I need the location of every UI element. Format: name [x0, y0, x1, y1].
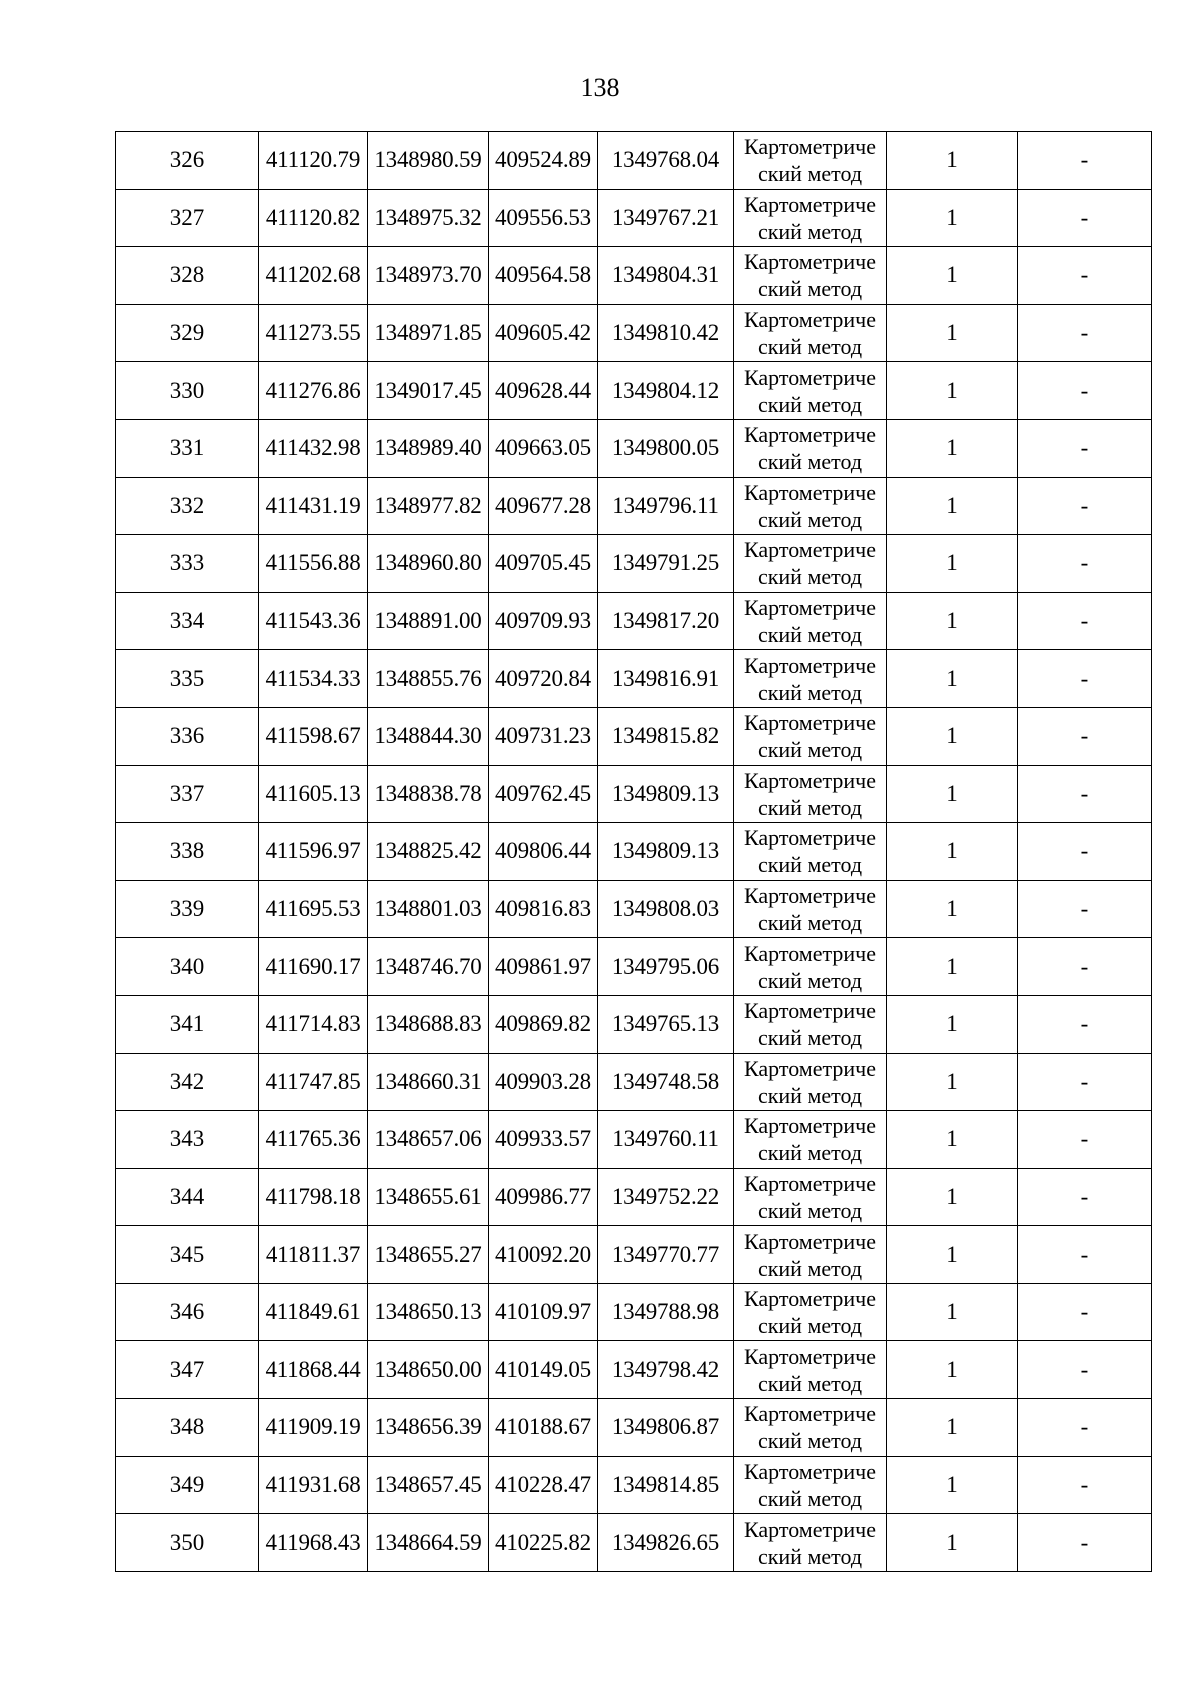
note-cell: -	[1018, 823, 1152, 881]
coord-x2-cell: 409524.89	[489, 132, 598, 190]
note-cell: -	[1018, 650, 1152, 708]
note-cell: -	[1018, 535, 1152, 593]
coord-y1-cell: 1348650.13	[368, 1283, 489, 1341]
table-row	[116, 823, 1152, 881]
method-cell: Картометриче ский метод	[734, 1514, 887, 1572]
coord-y2-cell: 1349767.21	[598, 189, 734, 247]
coord-x1-cell: 411276.86	[259, 362, 368, 420]
table-row	[116, 1053, 1152, 1111]
coord-y2-cell: 1349795.06	[598, 938, 734, 996]
point-number-cell: 330	[116, 362, 259, 420]
coord-y1-cell: 1348971.85	[368, 304, 489, 362]
coord-x1-cell: 411690.17	[259, 938, 368, 996]
method-cell: Картометриче ский метод	[734, 132, 887, 190]
point-number-cell: 337	[116, 765, 259, 823]
table-row	[116, 1399, 1152, 1457]
coord-y2-cell: 1349809.13	[598, 823, 734, 881]
point-number-cell: 329	[116, 304, 259, 362]
note-cell: -	[1018, 1283, 1152, 1341]
note-cell: -	[1018, 1168, 1152, 1226]
note-cell: -	[1018, 707, 1152, 765]
coord-y2-cell: 1349752.22	[598, 1168, 734, 1226]
accuracy-cell: 1	[887, 247, 1018, 305]
accuracy-cell: 1	[887, 707, 1018, 765]
table-row	[116, 304, 1152, 362]
coord-x1-cell: 411120.82	[259, 189, 368, 247]
coord-x2-cell: 409628.44	[489, 362, 598, 420]
coord-y1-cell: 1348975.32	[368, 189, 489, 247]
coord-x1-cell: 411120.79	[259, 132, 368, 190]
coord-y2-cell: 1349770.77	[598, 1226, 734, 1284]
table-row	[116, 1341, 1152, 1399]
accuracy-cell: 1	[887, 1514, 1018, 1572]
coord-y1-cell: 1348650.00	[368, 1341, 489, 1399]
table-row	[116, 1514, 1152, 1572]
note-cell: -	[1018, 132, 1152, 190]
coord-y2-cell: 1349804.31	[598, 247, 734, 305]
coord-x2-cell: 410228.47	[489, 1456, 598, 1514]
accuracy-cell: 1	[887, 1283, 1018, 1341]
note-cell: -	[1018, 995, 1152, 1053]
accuracy-cell: 1	[887, 1111, 1018, 1169]
coord-x2-cell: 409556.53	[489, 189, 598, 247]
accuracy-cell: 1	[887, 938, 1018, 996]
point-number-cell: 345	[116, 1226, 259, 1284]
coord-x1-cell: 411695.53	[259, 880, 368, 938]
coord-y2-cell: 1349748.58	[598, 1053, 734, 1111]
table-row	[116, 362, 1152, 420]
note-cell: -	[1018, 1226, 1152, 1284]
coord-x2-cell: 409806.44	[489, 823, 598, 881]
coord-y2-cell: 1349765.13	[598, 995, 734, 1053]
note-cell: -	[1018, 189, 1152, 247]
method-cell: Картометриче ский метод	[734, 1226, 887, 1284]
coord-y2-cell: 1349788.98	[598, 1283, 734, 1341]
point-number-cell: 341	[116, 995, 259, 1053]
coord-x1-cell: 411811.37	[259, 1226, 368, 1284]
method-cell: Картометриче ский метод	[734, 419, 887, 477]
table-row	[116, 765, 1152, 823]
method-cell: Картометриче ский метод	[734, 880, 887, 938]
coord-x2-cell: 410109.97	[489, 1283, 598, 1341]
accuracy-cell: 1	[887, 1456, 1018, 1514]
method-cell: Картометриче ский метод	[734, 1399, 887, 1457]
table-row	[116, 938, 1152, 996]
point-number-cell: 342	[116, 1053, 259, 1111]
accuracy-cell: 1	[887, 650, 1018, 708]
point-number-cell: 346	[116, 1283, 259, 1341]
coord-y1-cell: 1348655.61	[368, 1168, 489, 1226]
table-body	[116, 132, 1152, 1572]
coord-y1-cell: 1348844.30	[368, 707, 489, 765]
method-cell: Картометриче ский метод	[734, 304, 887, 362]
table-row	[116, 592, 1152, 650]
method-cell: Картометриче ский метод	[734, 535, 887, 593]
accuracy-cell: 1	[887, 189, 1018, 247]
coord-x2-cell: 409933.57	[489, 1111, 598, 1169]
accuracy-cell: 1	[887, 1168, 1018, 1226]
point-number-cell: 326	[116, 132, 259, 190]
table-row	[116, 1111, 1152, 1169]
coord-x2-cell: 409903.28	[489, 1053, 598, 1111]
coord-x2-cell: 409762.45	[489, 765, 598, 823]
table-row	[116, 189, 1152, 247]
method-cell: Картометриче ский метод	[734, 592, 887, 650]
coord-x1-cell: 411534.33	[259, 650, 368, 708]
coord-x1-cell: 411605.13	[259, 765, 368, 823]
coord-x1-cell: 411909.19	[259, 1399, 368, 1457]
coord-y2-cell: 1349810.42	[598, 304, 734, 362]
coord-y1-cell: 1348657.45	[368, 1456, 489, 1514]
coord-x1-cell: 411968.43	[259, 1514, 368, 1572]
accuracy-cell: 1	[887, 132, 1018, 190]
note-cell: -	[1018, 1341, 1152, 1399]
coord-y1-cell: 1348825.42	[368, 823, 489, 881]
coord-x1-cell: 411798.18	[259, 1168, 368, 1226]
coord-y1-cell: 1348838.78	[368, 765, 489, 823]
note-cell: -	[1018, 362, 1152, 420]
coord-y1-cell: 1348746.70	[368, 938, 489, 996]
note-cell: -	[1018, 592, 1152, 650]
coord-y2-cell: 1349800.05	[598, 419, 734, 477]
method-cell: Картометриче ский метод	[734, 823, 887, 881]
coord-y1-cell: 1348657.06	[368, 1111, 489, 1169]
coord-y2-cell: 1349768.04	[598, 132, 734, 190]
note-cell: -	[1018, 765, 1152, 823]
coord-y1-cell: 1348977.82	[368, 477, 489, 535]
table-row	[116, 995, 1152, 1053]
coord-x2-cell: 409731.23	[489, 707, 598, 765]
point-number-cell: 343	[116, 1111, 259, 1169]
coord-y2-cell: 1349798.42	[598, 1341, 734, 1399]
coord-y1-cell: 1348664.59	[368, 1514, 489, 1572]
point-number-cell: 334	[116, 592, 259, 650]
point-number-cell: 340	[116, 938, 259, 996]
method-cell: Картометриче ский метод	[734, 1168, 887, 1226]
accuracy-cell: 1	[887, 419, 1018, 477]
coord-x1-cell: 411931.68	[259, 1456, 368, 1514]
point-number-cell: 336	[116, 707, 259, 765]
point-number-cell: 339	[116, 880, 259, 938]
note-cell: -	[1018, 419, 1152, 477]
coord-x1-cell: 411273.55	[259, 304, 368, 362]
point-number-cell: 344	[116, 1168, 259, 1226]
table-row	[116, 132, 1152, 190]
coord-x1-cell: 411596.97	[259, 823, 368, 881]
coord-x2-cell: 409564.58	[489, 247, 598, 305]
method-cell: Картометриче ский метод	[734, 1283, 887, 1341]
accuracy-cell: 1	[887, 1226, 1018, 1284]
note-cell: -	[1018, 1514, 1152, 1572]
point-number-cell: 338	[116, 823, 259, 881]
coord-y2-cell: 1349760.11	[598, 1111, 734, 1169]
coord-y2-cell: 1349814.85	[598, 1456, 734, 1514]
method-cell: Картометриче ский метод	[734, 189, 887, 247]
point-number-cell: 350	[116, 1514, 259, 1572]
coord-x1-cell: 411714.83	[259, 995, 368, 1053]
method-cell: Картометриче ский метод	[734, 247, 887, 305]
coordinates-table	[115, 131, 1152, 1572]
method-cell: Картометриче ский метод	[734, 1341, 887, 1399]
accuracy-cell: 1	[887, 592, 1018, 650]
table-row	[116, 247, 1152, 305]
coord-y2-cell: 1349791.25	[598, 535, 734, 593]
coord-x2-cell: 409605.42	[489, 304, 598, 362]
method-cell: Картометриче ский метод	[734, 995, 887, 1053]
coord-y2-cell: 1349804.12	[598, 362, 734, 420]
coord-x1-cell: 411765.36	[259, 1111, 368, 1169]
note-cell: -	[1018, 938, 1152, 996]
coord-x2-cell: 410149.05	[489, 1341, 598, 1399]
coord-x2-cell: 409663.05	[489, 419, 598, 477]
coord-y1-cell: 1348989.40	[368, 419, 489, 477]
method-cell: Картометриче ский метод	[734, 1053, 887, 1111]
table-row	[116, 650, 1152, 708]
accuracy-cell: 1	[887, 823, 1018, 881]
coord-y2-cell: 1349806.87	[598, 1399, 734, 1457]
coord-x2-cell: 409709.93	[489, 592, 598, 650]
note-cell: -	[1018, 304, 1152, 362]
coord-y1-cell: 1348973.70	[368, 247, 489, 305]
coord-y1-cell: 1348656.39	[368, 1399, 489, 1457]
table-row	[116, 477, 1152, 535]
coord-x2-cell: 409861.97	[489, 938, 598, 996]
coord-x2-cell: 409705.45	[489, 535, 598, 593]
coord-y1-cell: 1348688.83	[368, 995, 489, 1053]
note-cell: -	[1018, 1399, 1152, 1457]
point-number-cell: 348	[116, 1399, 259, 1457]
accuracy-cell: 1	[887, 362, 1018, 420]
method-cell: Картометриче ский метод	[734, 362, 887, 420]
accuracy-cell: 1	[887, 477, 1018, 535]
accuracy-cell: 1	[887, 880, 1018, 938]
table-row	[116, 707, 1152, 765]
coord-x2-cell: 409677.28	[489, 477, 598, 535]
coord-y2-cell: 1349809.13	[598, 765, 734, 823]
method-cell: Картометриче ский метод	[734, 938, 887, 996]
table-row	[116, 1283, 1152, 1341]
method-cell: Картометриче ский метод	[734, 1111, 887, 1169]
note-cell: -	[1018, 1053, 1152, 1111]
method-cell: Картометриче ский метод	[734, 477, 887, 535]
page-number: 138	[580, 73, 620, 102]
coord-x2-cell: 410225.82	[489, 1514, 598, 1572]
point-number-cell: 332	[116, 477, 259, 535]
coord-x1-cell: 411432.98	[259, 419, 368, 477]
method-cell: Картометриче ский метод	[734, 765, 887, 823]
point-number-cell: 331	[116, 419, 259, 477]
accuracy-cell: 1	[887, 1053, 1018, 1111]
point-number-cell: 327	[116, 189, 259, 247]
coord-y2-cell: 1349815.82	[598, 707, 734, 765]
coord-y1-cell: 1349017.45	[368, 362, 489, 420]
coord-y1-cell: 1348655.27	[368, 1226, 489, 1284]
coord-x2-cell: 409986.77	[489, 1168, 598, 1226]
coord-x1-cell: 411747.85	[259, 1053, 368, 1111]
coord-y1-cell: 1348980.59	[368, 132, 489, 190]
note-cell: -	[1018, 477, 1152, 535]
accuracy-cell: 1	[887, 765, 1018, 823]
note-cell: -	[1018, 247, 1152, 305]
point-number-cell: 347	[116, 1341, 259, 1399]
coord-y1-cell: 1348855.76	[368, 650, 489, 708]
coord-y1-cell: 1348891.00	[368, 592, 489, 650]
method-cell: Картометриче ский метод	[734, 650, 887, 708]
coord-x1-cell: 411556.88	[259, 535, 368, 593]
table-row	[116, 1226, 1152, 1284]
accuracy-cell: 1	[887, 535, 1018, 593]
accuracy-cell: 1	[887, 1341, 1018, 1399]
coord-y2-cell: 1349826.65	[598, 1514, 734, 1572]
coord-x1-cell: 411868.44	[259, 1341, 368, 1399]
point-number-cell: 349	[116, 1456, 259, 1514]
accuracy-cell: 1	[887, 1399, 1018, 1457]
coord-x1-cell: 411431.19	[259, 477, 368, 535]
point-number-cell: 333	[116, 535, 259, 593]
table-row	[116, 1168, 1152, 1226]
table-row	[116, 880, 1152, 938]
point-number-cell: 328	[116, 247, 259, 305]
coord-y2-cell: 1349816.91	[598, 650, 734, 708]
coord-x2-cell: 410188.67	[489, 1399, 598, 1457]
coord-x2-cell: 409720.84	[489, 650, 598, 708]
note-cell: -	[1018, 880, 1152, 938]
coord-x1-cell: 411849.61	[259, 1283, 368, 1341]
coord-y1-cell: 1348660.31	[368, 1053, 489, 1111]
point-number-cell: 335	[116, 650, 259, 708]
coord-x2-cell: 409869.82	[489, 995, 598, 1053]
coord-x2-cell: 409816.83	[489, 880, 598, 938]
method-cell: Картометриче ский метод	[734, 1456, 887, 1514]
coord-x1-cell: 411202.68	[259, 247, 368, 305]
accuracy-cell: 1	[887, 304, 1018, 362]
coord-y1-cell: 1348960.80	[368, 535, 489, 593]
note-cell: -	[1018, 1456, 1152, 1514]
coord-y2-cell: 1349808.03	[598, 880, 734, 938]
coord-x2-cell: 410092.20	[489, 1226, 598, 1284]
table-row	[116, 1456, 1152, 1514]
coord-x1-cell: 411543.36	[259, 592, 368, 650]
coord-x1-cell: 411598.67	[259, 707, 368, 765]
coord-y2-cell: 1349796.11	[598, 477, 734, 535]
note-cell: -	[1018, 1111, 1152, 1169]
coord-y2-cell: 1349817.20	[598, 592, 734, 650]
method-cell: Картометриче ский метод	[734, 707, 887, 765]
table-row	[116, 535, 1152, 593]
coord-y1-cell: 1348801.03	[368, 880, 489, 938]
accuracy-cell: 1	[887, 995, 1018, 1053]
table-row	[116, 419, 1152, 477]
